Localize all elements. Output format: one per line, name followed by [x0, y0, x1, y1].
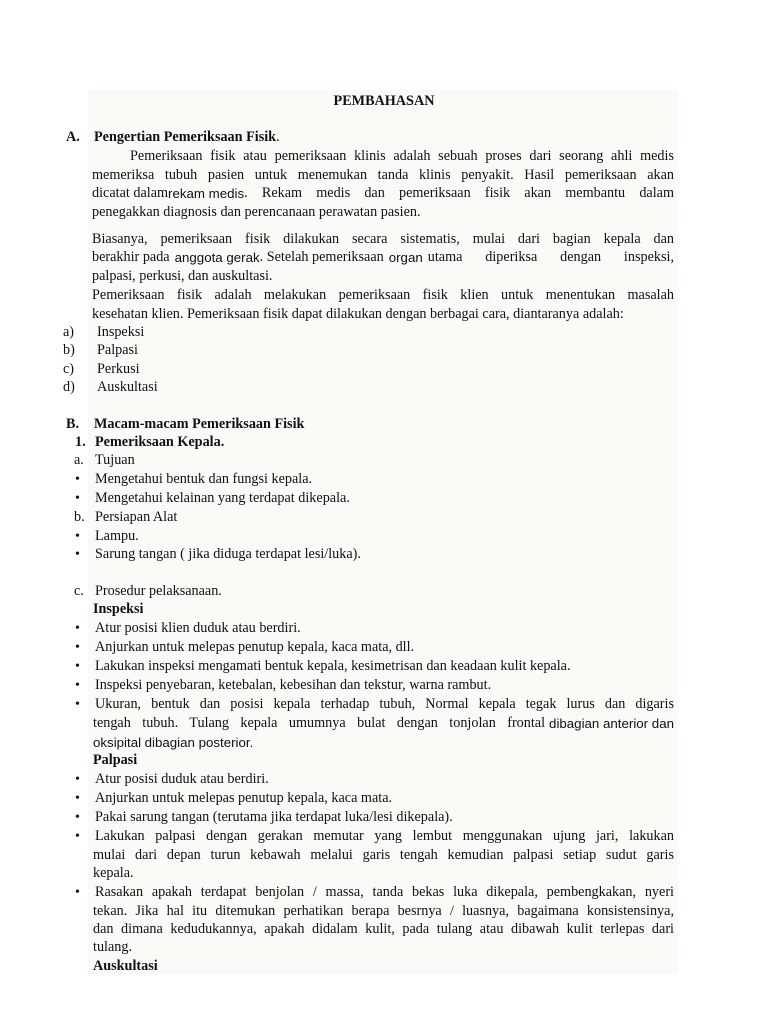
bullet-item: Ukuran, bentuk dan posisi kepala terhadap tubuh, Normal kepala tegak lurus dan digaris: [95, 696, 674, 712]
bullet-icon: •: [75, 678, 80, 693]
inspeksi-heading: Inspeksi: [93, 601, 144, 617]
bullet-item-line: kepala.: [93, 865, 134, 881]
bullet-icon: •: [75, 640, 80, 655]
bullet-icon: •: [75, 829, 80, 844]
bullet-icon: •: [75, 529, 80, 544]
list-label: Prosedur pelaksanaan.: [95, 583, 222, 599]
bullet-icon: •: [75, 885, 80, 900]
bullet-item: Mengetahui bentuk dan fungsi kepala.: [95, 471, 313, 487]
bullet-icon: •: [75, 491, 80, 506]
paragraph-line: Biasanya, pemeriksaan fisik dilakukan secara sistematis, mulai dari bagian kepala dan: [92, 231, 674, 247]
subsection-heading: Pemeriksaan Kepala.: [95, 434, 225, 450]
list-item: Inspeksi: [97, 324, 145, 340]
paragraph-line: Pemeriksaan fisik adalah melakukan pemeriksaan fisik klien untuk menentukan masalah: [92, 287, 674, 303]
bullet-item: Anjurkan untuk melepas penutup kepala, kaca mata.: [95, 790, 393, 806]
list-item: Auskultasi: [97, 379, 158, 395]
palpasi-heading: Palpasi: [93, 752, 138, 768]
paragraph-line: dicatat dalam rekam medis . Rekam medis dan pemeriksaan fisik akan membantu dalam: [92, 185, 674, 201]
list-marker: b): [63, 342, 75, 358]
link-text: anggota gerak: [174, 250, 260, 265]
list-item: Perkusi: [97, 361, 140, 377]
bullet-icon: •: [75, 547, 80, 562]
bullet-icon: •: [75, 472, 80, 487]
paragraph-line: memeriksa tubuh pasien untuk menemukan tanda klinis penyakit. Hasil pemeriksaan akan: [92, 167, 674, 183]
list-item: Palpasi: [97, 342, 138, 358]
bullet-item: Rasakan apakah terdapat benjolan / massa, tanda bekas luka dikepala, pembengkakan, nyeri: [95, 884, 674, 900]
bullet-item-line: tulang.: [93, 939, 133, 955]
paragraph-line: penegakkan diagnosis dan perencanaan perawatan pasien.: [92, 204, 421, 220]
list-marker: c.: [74, 583, 84, 599]
paragraph-line: palpasi, perkusi, dan auskultasi.: [92, 268, 273, 284]
bullet-item: Mengetahui kelainan yang terdapat dikepala.: [95, 490, 350, 506]
bullet-item: Lakukan inspeksi mengamati bentuk kepala, kesimetrisan dan keadaan kulit kepala.: [95, 658, 571, 674]
link-text: organ: [388, 250, 423, 265]
bullet-item: Pakai sarung tangan (terutama jika terdapat luka/lesi dikepala).: [95, 809, 453, 825]
bullet-item: Lakukan palpasi dengan gerakan memutar yang lembut menggunakan ujung jari, lakukan: [95, 828, 674, 844]
bullet-item: Lampu.: [95, 528, 139, 544]
section-b-marker: B.: [66, 416, 80, 432]
bullet-item-line: dan dimana kedudukannya, apakah didalam kulit, pada tulang atau dibawah kulit terlepas dari: [93, 921, 674, 937]
list-label: Persiapan Alat: [95, 509, 178, 525]
bullet-item-line: tengah tubuh. Tulang kepala umumnya bulat dengan tonjolan frontal dibagian anterior dan: [93, 715, 674, 731]
list-marker: c): [63, 361, 75, 377]
bullet-icon: •: [75, 697, 80, 712]
list-marker: b.: [74, 509, 85, 525]
bullet-item-line: oksipital dibagian posterior.: [93, 735, 254, 750]
list-label: Tujuan: [95, 452, 135, 468]
auskultasi-heading: Auskultasi: [93, 958, 158, 974]
section-a-heading: Pengertian Pemeriksaan Fisik: [94, 129, 277, 145]
bullet-item: Anjurkan untuk melepas penutup kepala, kaca mata, dll.: [95, 639, 415, 655]
list-marker: d): [63, 379, 75, 395]
section-a-marker: A.: [66, 129, 80, 145]
list-marker: a.: [74, 452, 84, 468]
bullet-item: Atur posisi duduk atau berdiri.: [95, 771, 269, 787]
bullet-icon: •: [75, 659, 80, 674]
bullet-item: Atur posisi klien duduk atau berdiri.: [95, 620, 301, 636]
bullet-item: Sarung tangan ( jika diduga terdapat lesi/luka).: [95, 546, 361, 562]
paragraph-line: Pemeriksaan fisik atau pemeriksaan klinis adalah sebuah proses dari seorang ahli medis: [130, 148, 674, 164]
bullet-icon: •: [75, 772, 80, 787]
bullet-icon: •: [75, 810, 80, 825]
subsection-marker: 1.: [75, 434, 86, 450]
link-text: rekam medis: [168, 186, 245, 201]
list-marker: a): [63, 324, 75, 340]
bullet-item: Inspeksi penyebaran, ketebalan, kebesihan dan tekstur, warna rambut.: [95, 677, 492, 693]
section-b-heading: Macam-macam Pemeriksaan Fisik: [94, 416, 305, 432]
bullet-icon: •: [75, 621, 80, 636]
bullet-item-line: mulai dari depan turun kebawah melalui garis tengah kemudian palpasi setiap sudut garis: [93, 847, 674, 863]
bullet-item-line: tekan. Jika hal itu ditemukan perhatikan berapa besrnya / luasnya, bagaimana konsistensinya,: [93, 903, 674, 919]
paragraph-line: kesehatan klien. Pemeriksaan fisik dapat dilakukan dengan berbagai cara, diantaranya adalah:: [92, 306, 624, 322]
paragraph-line: berakhir pada anggota gerak . Setelah pemeriksaan organ utama diperiksa dengan inspeksi,: [92, 249, 674, 265]
document-title: PEMBAHASAN: [333, 93, 435, 109]
bullet-icon: •: [75, 791, 80, 806]
